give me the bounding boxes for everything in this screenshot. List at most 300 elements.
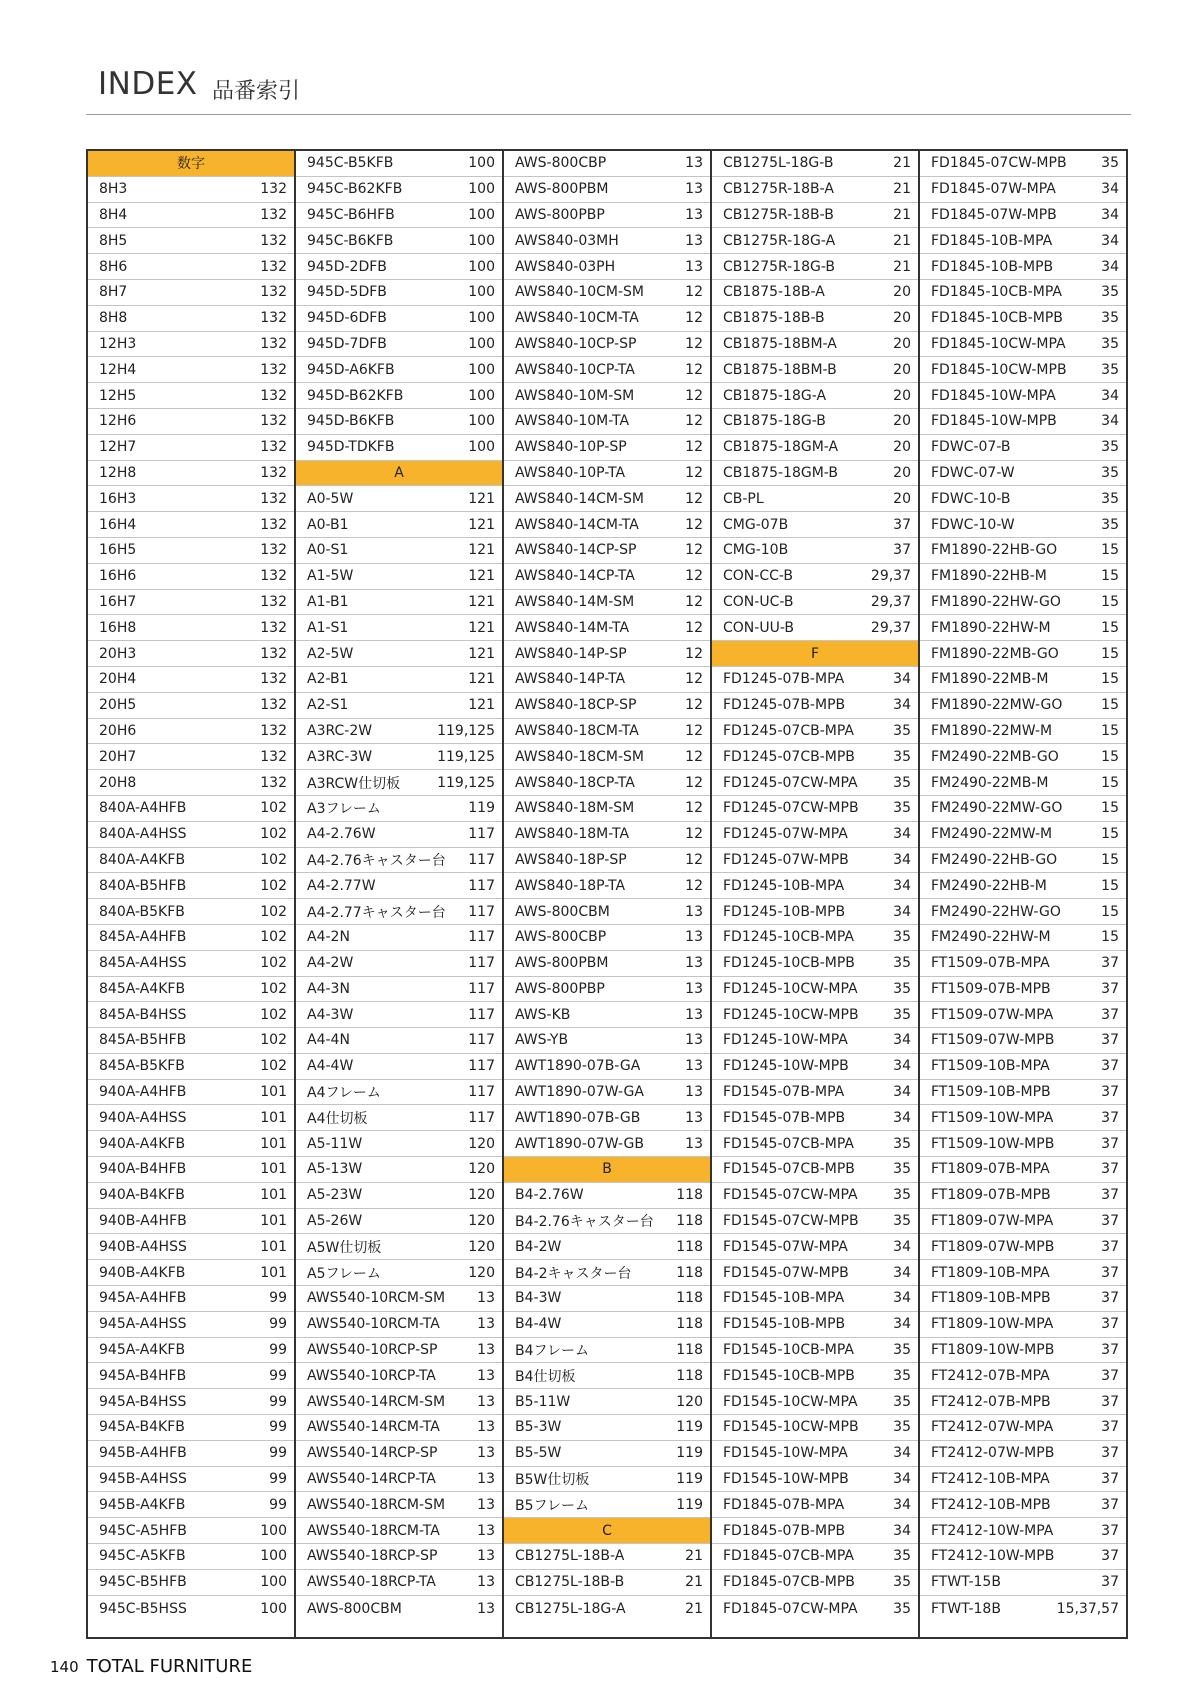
index-entry (88, 461, 294, 487)
product-code: FM1890-22HB-M (931, 568, 1047, 585)
index-entry (296, 177, 502, 203)
page-ref: 12 (685, 748, 703, 765)
index-entry (504, 1312, 710, 1338)
product-code: A2-S1 (307, 697, 349, 714)
product-code: FD1845-10W-MPB (931, 413, 1057, 430)
product-code: FD1245-07B-MPB (723, 697, 846, 714)
product-code: A1-B1 (307, 593, 349, 610)
index-entry (504, 1028, 710, 1054)
product-code: B5-11W (515, 1393, 571, 1410)
index-entry (504, 1054, 710, 1080)
page-ref: 117 (468, 1032, 495, 1049)
page-ref: 37 (1101, 955, 1119, 972)
product-code: 20H4 (99, 671, 137, 688)
index-entry (296, 925, 502, 951)
page-ref: 12 (685, 568, 703, 585)
page-ref: 34 (893, 826, 911, 843)
index-entry (920, 951, 1126, 977)
index-entry (504, 1338, 710, 1364)
index-entry (920, 822, 1126, 848)
index-entry (504, 848, 710, 874)
product-code: FD1845-07B-MPB (723, 1522, 846, 1539)
product-code: 940B-A4KFB (99, 1264, 186, 1281)
page-ref: 132 (260, 361, 287, 378)
page-ref: 34 (893, 1471, 911, 1488)
product-code: A3RC-3W (307, 748, 373, 765)
product-code: 940A-A4HSS (99, 1109, 187, 1126)
index-entry (296, 1467, 502, 1493)
index-entry (712, 1105, 918, 1131)
product-code: FM2490-22MB-M (931, 774, 1049, 791)
page-ref: 121 (468, 542, 495, 559)
index-entry (712, 1492, 918, 1518)
index-entry (504, 409, 710, 435)
page-ref: 99 (269, 1367, 287, 1384)
page-ref: 37 (1101, 1032, 1119, 1049)
page-ref: 37 (1101, 1471, 1119, 1488)
product-code: 945D-6DFB (307, 310, 387, 327)
index-entry (712, 151, 918, 177)
index-entry (712, 512, 918, 538)
product-code: AWS540-18RCP-SP (307, 1548, 438, 1565)
page-ref: 118 (676, 1264, 703, 1281)
product-code: FT1809-07B-MPA (931, 1161, 1050, 1178)
index-entry (504, 925, 710, 951)
index-entry (920, 203, 1126, 229)
index-entry (712, 770, 918, 796)
page-ref: 100 (468, 310, 495, 327)
index-entry (920, 1492, 1126, 1518)
product-code: FD1845-10CW-MPA (931, 335, 1066, 352)
product-code: B5-3W (515, 1419, 562, 1436)
page-ref: 118 (676, 1342, 703, 1359)
page-ref: 117 (468, 1058, 495, 1075)
page-ref: 21 (893, 232, 911, 249)
index-entry (88, 538, 294, 564)
index-entry (88, 1544, 294, 1570)
product-code: 840A-B5HFB (99, 877, 187, 894)
product-code: 945B-A4HFB (99, 1445, 187, 1462)
product-code: B4-3W (515, 1290, 562, 1307)
product-code: AWS840-10CM-SM (515, 284, 645, 301)
index-entry (504, 435, 710, 461)
page-ref: 34 (893, 1445, 911, 1462)
page-ref: 20 (893, 439, 911, 456)
page-ref: 35 (893, 1161, 911, 1178)
index-entry (712, 564, 918, 590)
section-header: 数字 (88, 151, 294, 177)
product-code: FD1245-07B-MPA (723, 671, 845, 688)
product-code: FT1509-07W-MPB (931, 1032, 1055, 1049)
product-code: AWS540-14RCM-TA (307, 1419, 440, 1436)
product-code: 20H8 (99, 774, 137, 791)
index-entry (712, 254, 918, 280)
index-entry (712, 1260, 918, 1286)
product-code: 845A-B5KFB (99, 1058, 185, 1075)
page-ref: 21 (893, 181, 911, 198)
index-entry (296, 1312, 502, 1338)
page-ref: 15 (1101, 568, 1119, 585)
page-ref: 35 (1101, 490, 1119, 507)
index-entry (296, 486, 502, 512)
page-ref: 132 (260, 310, 287, 327)
product-code: FT1509-07B-MPA (931, 955, 1050, 972)
index-entry (296, 615, 502, 641)
product-code: B4フレーム (515, 1343, 589, 1360)
product-code: AWS-800CBP (515, 155, 607, 172)
index-entry (88, 1415, 294, 1441)
product-code: FT2412-07W-MPA (931, 1419, 1054, 1436)
page-ref: 13 (685, 1058, 703, 1075)
page-ref: 37 (1101, 1109, 1119, 1126)
page-ref: 132 (260, 645, 287, 662)
page-ref: 21 (893, 155, 911, 172)
index-entry (504, 512, 710, 538)
page-ref: 13 (685, 929, 703, 946)
product-code: AWS840-18CP-TA (515, 774, 635, 791)
page-ref: 12 (685, 490, 703, 507)
index-entry (88, 1105, 294, 1131)
page-ref: 35 (893, 1393, 911, 1410)
page-ref: 121 (468, 645, 495, 662)
index-column (502, 151, 710, 1637)
product-code: 8H3 (99, 181, 128, 198)
index-entry (504, 899, 710, 925)
page-ref: 15 (1101, 619, 1119, 636)
index-entry (920, 1596, 1126, 1622)
index-entry (296, 693, 502, 719)
product-code: 945A-B4HFB (99, 1367, 187, 1384)
product-code: FM2490-22HB-M (931, 877, 1047, 894)
index-entry (920, 461, 1126, 487)
index-entry (296, 796, 502, 822)
product-code: CON-UU-B (723, 619, 794, 636)
page-ref: 132 (260, 697, 287, 714)
page-ref: 21 (893, 206, 911, 223)
index-entry (296, 1105, 502, 1131)
index-entry (504, 1105, 710, 1131)
index-entry (504, 383, 710, 409)
page-ref: 15 (1101, 697, 1119, 714)
product-code: CB1275L-18B-B (515, 1574, 625, 1591)
index-entry (504, 796, 710, 822)
product-code: CB1875-18GM-A (723, 439, 839, 456)
page-ref: 35 (893, 1548, 911, 1565)
index-entry (296, 1054, 502, 1080)
product-code: FD1545-07B-MPB (723, 1109, 846, 1126)
page-ref: 35 (1101, 335, 1119, 352)
product-code: AWS-800CBM (307, 1600, 402, 1617)
product-code: 945D-B62KFB (307, 387, 404, 404)
page-ref: 101 (260, 1264, 287, 1281)
page-ref: 20 (893, 387, 911, 404)
product-code: FD1845-10CW-MPB (931, 361, 1067, 378)
index-entry (88, 796, 294, 822)
index-entry (504, 822, 710, 848)
product-code: B5W仕切板 (515, 1472, 590, 1489)
index-entry (920, 1080, 1126, 1106)
page-ref: 132 (260, 464, 287, 481)
section-header: F (712, 641, 918, 667)
index-entry (296, 1389, 502, 1415)
index-entry (296, 641, 502, 667)
product-code: AWS840-14M-SM (515, 593, 635, 610)
page-ref: 132 (260, 619, 287, 636)
index-entry (920, 1209, 1126, 1235)
product-code: AWS-YB (515, 1032, 569, 1049)
page-ref: 37 (1101, 1496, 1119, 1513)
page-ref: 37 (1101, 1445, 1119, 1462)
product-code: 840A-A4HFB (99, 800, 187, 817)
page-ref: 100 (468, 413, 495, 430)
product-code: A4-2W (307, 955, 354, 972)
page-ref: 34 (1101, 413, 1119, 430)
index-entry (88, 925, 294, 951)
product-code: 945C-B5HFB (99, 1574, 187, 1591)
page-ref: 101 (260, 1213, 287, 1230)
product-code: 12H8 (99, 464, 137, 481)
product-code: FD1845-07CW-MPA (723, 1600, 858, 1617)
index-entry (88, 1234, 294, 1260)
page-ref: 13 (477, 1471, 495, 1488)
product-code: 940B-A4HFB (99, 1213, 187, 1230)
page-ref: 12 (685, 516, 703, 533)
index-entry (88, 1312, 294, 1338)
product-code: AWS840-10M-TA (515, 413, 630, 430)
product-code: A5フレーム (307, 1265, 381, 1282)
page-ref: 132 (260, 671, 287, 688)
product-code: A0-B1 (307, 516, 349, 533)
page-ref: 119 (676, 1496, 703, 1513)
page-ref: 37 (1101, 1367, 1119, 1384)
product-code: 20H7 (99, 748, 137, 765)
page-ref: 102 (260, 851, 287, 868)
page-ref: 119,125 (437, 748, 495, 765)
page-ref: 21 (685, 1548, 703, 1565)
page-ref: 117 (468, 877, 495, 894)
page-ref: 132 (260, 206, 287, 223)
page-ref: 13 (477, 1445, 495, 1462)
product-code: CB1275L-18B-A (515, 1548, 625, 1565)
page-ref: 119 (676, 1445, 703, 1462)
page-ref: 119,125 (437, 722, 495, 739)
page-ref: 121 (468, 516, 495, 533)
product-code: 945A-B4KFB (99, 1419, 185, 1436)
index-entry (920, 925, 1126, 951)
page-ref: 13 (685, 1135, 703, 1152)
section-header: C (504, 1518, 710, 1544)
page-ref: 13 (685, 980, 703, 997)
page-ref: 132 (260, 439, 287, 456)
page-ref: 100 (468, 361, 495, 378)
page-ref: 34 (893, 1496, 911, 1513)
product-code: AWS-800PBP (515, 206, 605, 223)
index-entry (920, 1105, 1126, 1131)
index-entry (920, 486, 1126, 512)
product-code: A3RC-2W (307, 722, 373, 739)
index-entry (88, 280, 294, 306)
product-code: 945D-A6KFB (307, 361, 395, 378)
index-entry (296, 1080, 502, 1106)
index-column (88, 151, 294, 1637)
index-entry (920, 1131, 1126, 1157)
product-code: AWS540-14RCP-TA (307, 1471, 436, 1488)
index-entry (920, 1028, 1126, 1054)
page-ref: 100 (468, 387, 495, 404)
page-ref: 34 (893, 1032, 911, 1049)
product-code: FM2490-22HW-GO (931, 903, 1061, 920)
index-entry (712, 1570, 918, 1596)
product-code: 945C-B62KFB (307, 181, 403, 198)
page-ref: 99 (269, 1290, 287, 1307)
page-ref: 100 (468, 155, 495, 172)
page-ref: 121 (468, 490, 495, 507)
index-entry (296, 512, 502, 538)
index-entry (920, 848, 1126, 874)
index-entry (712, 1596, 918, 1622)
product-code: A4-2.77キャスター台 (307, 904, 446, 921)
index-entry (88, 1080, 294, 1106)
page-ref: 12 (685, 800, 703, 817)
product-code: 945A-A4HSS (99, 1316, 187, 1333)
product-code: 945D-B6KFB (307, 413, 395, 430)
page-ref: 12 (685, 722, 703, 739)
index-entry (88, 693, 294, 719)
product-code: FD1845-07CB-MPA (723, 1548, 854, 1565)
index-entry (504, 151, 710, 177)
page-ref: 99 (269, 1316, 287, 1333)
product-code: CB1275L-18G-B (723, 155, 834, 172)
index-entry (712, 383, 918, 409)
product-code: A3フレーム (307, 801, 381, 818)
page-ref: 102 (260, 826, 287, 843)
page-ref: 35 (1101, 155, 1119, 172)
product-code: 12H5 (99, 387, 137, 404)
index-entry (88, 409, 294, 435)
page-ref: 117 (468, 903, 495, 920)
product-code: AWS-800PBM (515, 181, 609, 198)
product-code: 8H7 (99, 284, 128, 301)
index-entry (920, 1467, 1126, 1493)
page-ref: 35 (893, 800, 911, 817)
index-entry (504, 1415, 710, 1441)
index-entry (920, 1544, 1126, 1570)
index-entry (296, 1234, 502, 1260)
product-code: AWS-800PBP (515, 980, 605, 997)
product-code: 20H3 (99, 645, 137, 662)
index-entry (296, 1441, 502, 1467)
page-ref: 15 (1101, 748, 1119, 765)
index-entry (712, 822, 918, 848)
page-ref: 100 (468, 232, 495, 249)
index-entry (712, 486, 918, 512)
product-code: FD1245-07W-MPB (723, 851, 849, 868)
index-entry (712, 719, 918, 745)
page-ref: 119 (676, 1471, 703, 1488)
product-code: AWS540-14RCM-SM (307, 1393, 446, 1410)
product-code: 845A-A4HSS (99, 955, 187, 972)
index-entry (296, 383, 502, 409)
index-entry (296, 899, 502, 925)
index-entry (504, 1596, 710, 1622)
product-code: A5-13W (307, 1161, 363, 1178)
index-entry (504, 1286, 710, 1312)
product-code: FT1809-10W-MPA (931, 1316, 1054, 1333)
page-ref: 100 (468, 335, 495, 352)
page-ref: 118 (676, 1238, 703, 1255)
index-entry (88, 641, 294, 667)
product-code: B5-5W (515, 1445, 562, 1462)
product-code: FT1809-10W-MPB (931, 1342, 1055, 1359)
product-code: AWS840-14CM-SM (515, 490, 645, 507)
page-ref: 132 (260, 490, 287, 507)
index-entry (712, 1544, 918, 1570)
page-ref: 13 (685, 1032, 703, 1049)
page-ref: 35 (893, 1006, 911, 1023)
product-code: 8H6 (99, 258, 128, 275)
page-ref: 15 (1101, 851, 1119, 868)
page-ref: 13 (685, 232, 703, 249)
product-code: AWS840-14P-SP (515, 645, 627, 662)
product-code: 945D-7DFB (307, 335, 387, 352)
index-entry (712, 228, 918, 254)
page-ref: 37 (1101, 1342, 1119, 1359)
page-ref: 132 (260, 284, 287, 301)
page-ref: 29,37 (870, 619, 911, 636)
product-code: FD1545-07B-MPA (723, 1084, 845, 1101)
page-ref: 12 (685, 284, 703, 301)
page-ref: 34 (893, 1084, 911, 1101)
page-ref: 34 (893, 1109, 911, 1126)
index-entry (504, 615, 710, 641)
page-ref: 120 (468, 1187, 495, 1204)
page-ref: 13 (685, 1109, 703, 1126)
index-entry (296, 719, 502, 745)
product-code: FT1509-07B-MPB (931, 980, 1051, 997)
page-ref: 132 (260, 542, 287, 559)
page-ref: 15 (1101, 800, 1119, 817)
index-entry (88, 177, 294, 203)
page-ref: 12 (685, 619, 703, 636)
page-ref: 120 (468, 1135, 495, 1152)
product-code: 945B-A4KFB (99, 1496, 186, 1513)
page-ref: 21 (685, 1574, 703, 1591)
product-code: CB1275R-18B-A (723, 181, 834, 198)
index-entry (712, 1131, 918, 1157)
product-code: FM1890-22MW-GO (931, 697, 1063, 714)
product-code: CB1275R-18B-B (723, 206, 834, 223)
product-code: AWS540-18RCM-SM (307, 1496, 446, 1513)
index-entry (712, 203, 918, 229)
product-code: AWS840-10P-TA (515, 464, 626, 481)
page-header (86, 62, 1131, 115)
page-ref: 100 (260, 1574, 287, 1591)
product-code: FT1509-10B-MPB (931, 1084, 1051, 1101)
page-ref: 99 (269, 1445, 287, 1462)
index-entry (504, 486, 710, 512)
index-entry (504, 1363, 710, 1389)
page-ref: 101 (260, 1135, 287, 1152)
index-entry (296, 306, 502, 332)
product-code: CB1875-18G-B (723, 413, 826, 430)
product-code: FD1245-07CB-MPA (723, 722, 854, 739)
product-code: FT1809-07B-MPB (931, 1187, 1051, 1204)
product-code: 16H3 (99, 490, 137, 507)
index-entry (712, 461, 918, 487)
product-code: FM2490-22MB-GO (931, 748, 1059, 765)
index-entry (504, 1002, 710, 1028)
product-code: 16H5 (99, 542, 137, 559)
